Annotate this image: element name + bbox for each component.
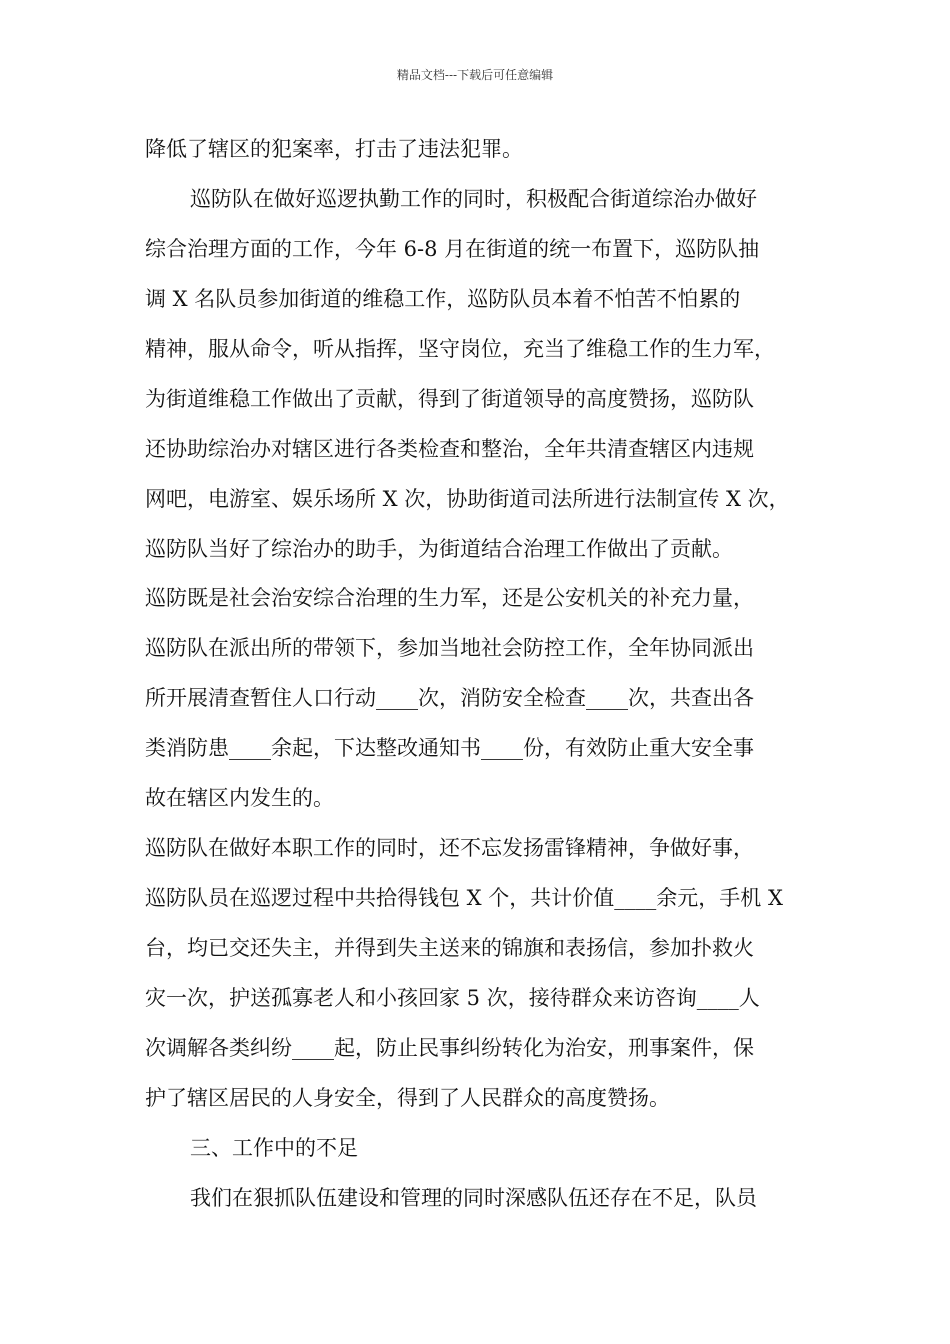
- text-line: 调 X 名队员参加街道的维稳工作，巡防队员本着不怕苦不怕累的: [145, 287, 741, 311]
- text-line: 我们在狠抓队伍建设和管理的同时深感队伍还存在不足，队员: [190, 1186, 757, 1210]
- text-line: 护了辖区居民的人身安全，得到了人民群众的高度赞扬。: [145, 1086, 670, 1110]
- page-header: 精品文档---下载后可任意编辑: [396, 68, 554, 82]
- text-line: 巡防队员在巡逻过程中共拾得钱包 X 个，共计价值____余元，手机 X: [145, 886, 783, 910]
- text-line: 次调解各类纠纷____起，防止民事纠纷转化为治安，刑事案件，保: [145, 1036, 754, 1060]
- text-line: 巡防队在做好巡逻执勤工作的同时，积极配合街道综治办做好: [190, 187, 757, 211]
- text-line: 所开展清查暂住人口行动____次，消防安全检查____次，共查出各: [145, 686, 754, 710]
- text-line: 台，均已交还失主，并得到失主送来的锦旗和表扬信，参加扑救火: [145, 936, 754, 960]
- text-line: 巡防队在做好本职工作的同时，还不忘发扬雷锋精神，争做好事，: [145, 836, 754, 860]
- text-line: 网吧，电游室、娱乐场所 X 次，协助街道司法所进行法制宣传 X 次，: [145, 487, 790, 511]
- text-line: 故在辖区内发生的。: [145, 786, 334, 810]
- text-line: 综合治理方面的工作，今年 6-8 月在街道的统一布置下，巡防队抽: [145, 237, 760, 261]
- text-line: 降低了辖区的犯案率，打击了违法犯罪。: [145, 137, 523, 161]
- text-line: 巡防队当好了综治办的助手，为街道结合治理工作做出了贡献。: [145, 537, 733, 561]
- text-line: 类消防患____余起，下达整改通知书____份，有效防止重大安全事: [145, 736, 754, 760]
- text-line: 还协助综治办对辖区进行各类检查和整治，全年共清查辖区内违规: [145, 437, 754, 461]
- text-line: 灾一次，护送孤寡老人和小孩回家 5 次，接待群众来访咨询____人: [145, 986, 760, 1010]
- text-line: 巡防既是社会治安综合治理的生力军，还是公安机关的补充力量，: [145, 586, 754, 610]
- text-line: 精神，服从命令，听从指挥，坚守岗位，充当了维稳工作的生力军，: [145, 337, 775, 361]
- text-line: 为街道维稳工作做出了贡献，得到了街道领导的高度赞扬，巡防队: [145, 387, 754, 411]
- section-heading: 三、工作中的不足: [190, 1136, 358, 1160]
- text-line: 巡防队在派出所的带领下，参加当地社会防控工作，全年协同派出: [145, 636, 754, 660]
